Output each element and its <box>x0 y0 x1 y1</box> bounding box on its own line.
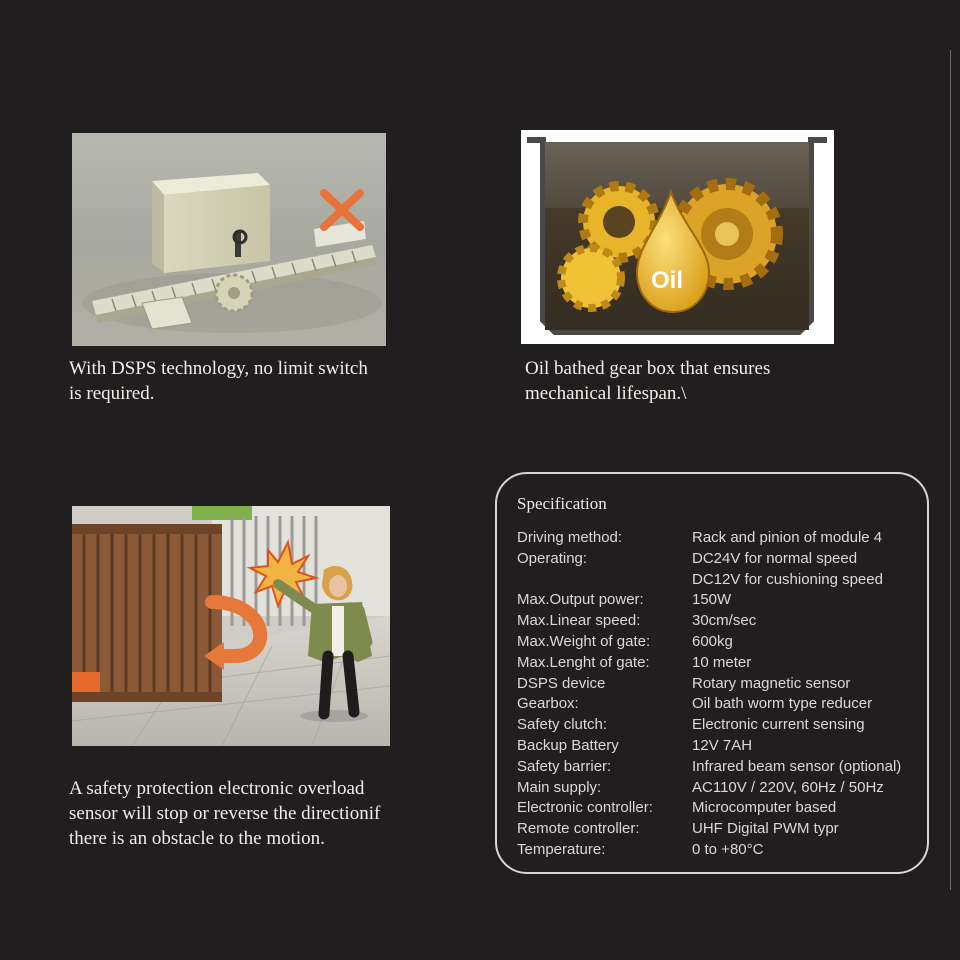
spec-row <box>517 570 927 591</box>
spec-label: Safety barrier: <box>517 757 612 775</box>
spec-row <box>517 632 927 653</box>
spec-value: DC24V for normal speed <box>692 549 858 567</box>
specification-title: Specification <box>517 494 607 513</box>
spec-label: Max.Lenght of gate: <box>517 653 650 671</box>
specification-box <box>495 472 929 874</box>
spec-label: DSPS device <box>517 674 606 692</box>
spec-value: Electronic current sensing <box>692 716 865 734</box>
spec-row <box>517 590 927 611</box>
spec-label: Gearbox: <box>517 695 579 713</box>
spec-label <box>517 570 692 591</box>
spec-label: Operating: <box>517 549 588 567</box>
caption-line: Oil bathed gear box that ensures <box>525 358 771 379</box>
spec-value: AC110V / 220V, 60Hz / 50Hz <box>692 778 884 796</box>
spec-value: UHF Digital PWM typr <box>692 820 839 838</box>
caption-line: A safety protection electronic overload <box>69 778 365 799</box>
spec-value: Rotary magnetic sensor <box>692 674 851 692</box>
spec-value: 150W <box>692 591 732 609</box>
caption-line: there is an obstacle to the motion. <box>69 828 325 849</box>
spec-row <box>517 736 927 757</box>
spec-label: Remote controller: <box>517 820 640 838</box>
spec-row <box>517 611 927 632</box>
spec-value: 600kg <box>692 632 733 650</box>
spec-row <box>517 549 927 570</box>
gear-icon <box>561 248 621 308</box>
spec-value: 30cm/sec <box>692 612 757 630</box>
limit-switch-caption <box>69 356 368 406</box>
spec-row <box>517 653 927 674</box>
spec-value: Rack and pinion of module 4 <box>692 529 883 546</box>
spec-label: Safety clutch: <box>517 716 608 734</box>
spec-row <box>517 674 927 695</box>
spec-value: 0 to +80°C <box>692 840 764 858</box>
spec-row <box>517 528 927 549</box>
spec-value: 12V 7AH <box>692 736 753 754</box>
spec-label: Max.Output power: <box>517 591 644 609</box>
spec-label: Temperature: <box>517 840 606 858</box>
spec-label: Electronic controller: <box>517 799 653 817</box>
spec-label: Max.Linear speed: <box>517 612 641 630</box>
caption-line: is required. <box>69 383 155 404</box>
specification-table <box>517 528 927 861</box>
spec-value: 10 meter <box>692 653 752 671</box>
spec-value: DC12V for cushioning speed <box>692 570 883 588</box>
spec-row <box>517 840 927 861</box>
caption-line: With DSPS technology, no limit switch <box>69 358 368 379</box>
spec-label: Main supply: <box>517 778 602 796</box>
dsps-motor-illustration <box>72 133 386 346</box>
spec-row <box>517 757 927 778</box>
safety-caption <box>69 776 380 851</box>
spec-value: Microcomputer based <box>692 799 837 817</box>
oil-label: Oil <box>651 267 684 294</box>
spec-row <box>517 798 927 819</box>
spec-value: Infrared beam sensor (optional) <box>692 757 902 775</box>
spec-label: Backup Battery <box>517 736 619 754</box>
spec-row <box>517 778 927 799</box>
right-edge-divider <box>950 50 951 890</box>
spec-value: Oil bath worm type reducer <box>692 695 873 713</box>
spec-label: Max.Weight of gate: <box>517 632 651 650</box>
caption-line: mechanical lifespan.\ <box>525 383 687 404</box>
spec-label: Driving method: <box>517 529 623 546</box>
spec-row <box>517 819 927 840</box>
oil-gearbox-illustration <box>521 130 834 344</box>
spec-row <box>517 715 927 736</box>
gearbox-caption <box>525 356 770 406</box>
spec-row <box>517 694 927 715</box>
caption-line: sensor will stop or reverse the directionif <box>69 803 381 824</box>
safety-overload-illustration <box>72 506 390 746</box>
